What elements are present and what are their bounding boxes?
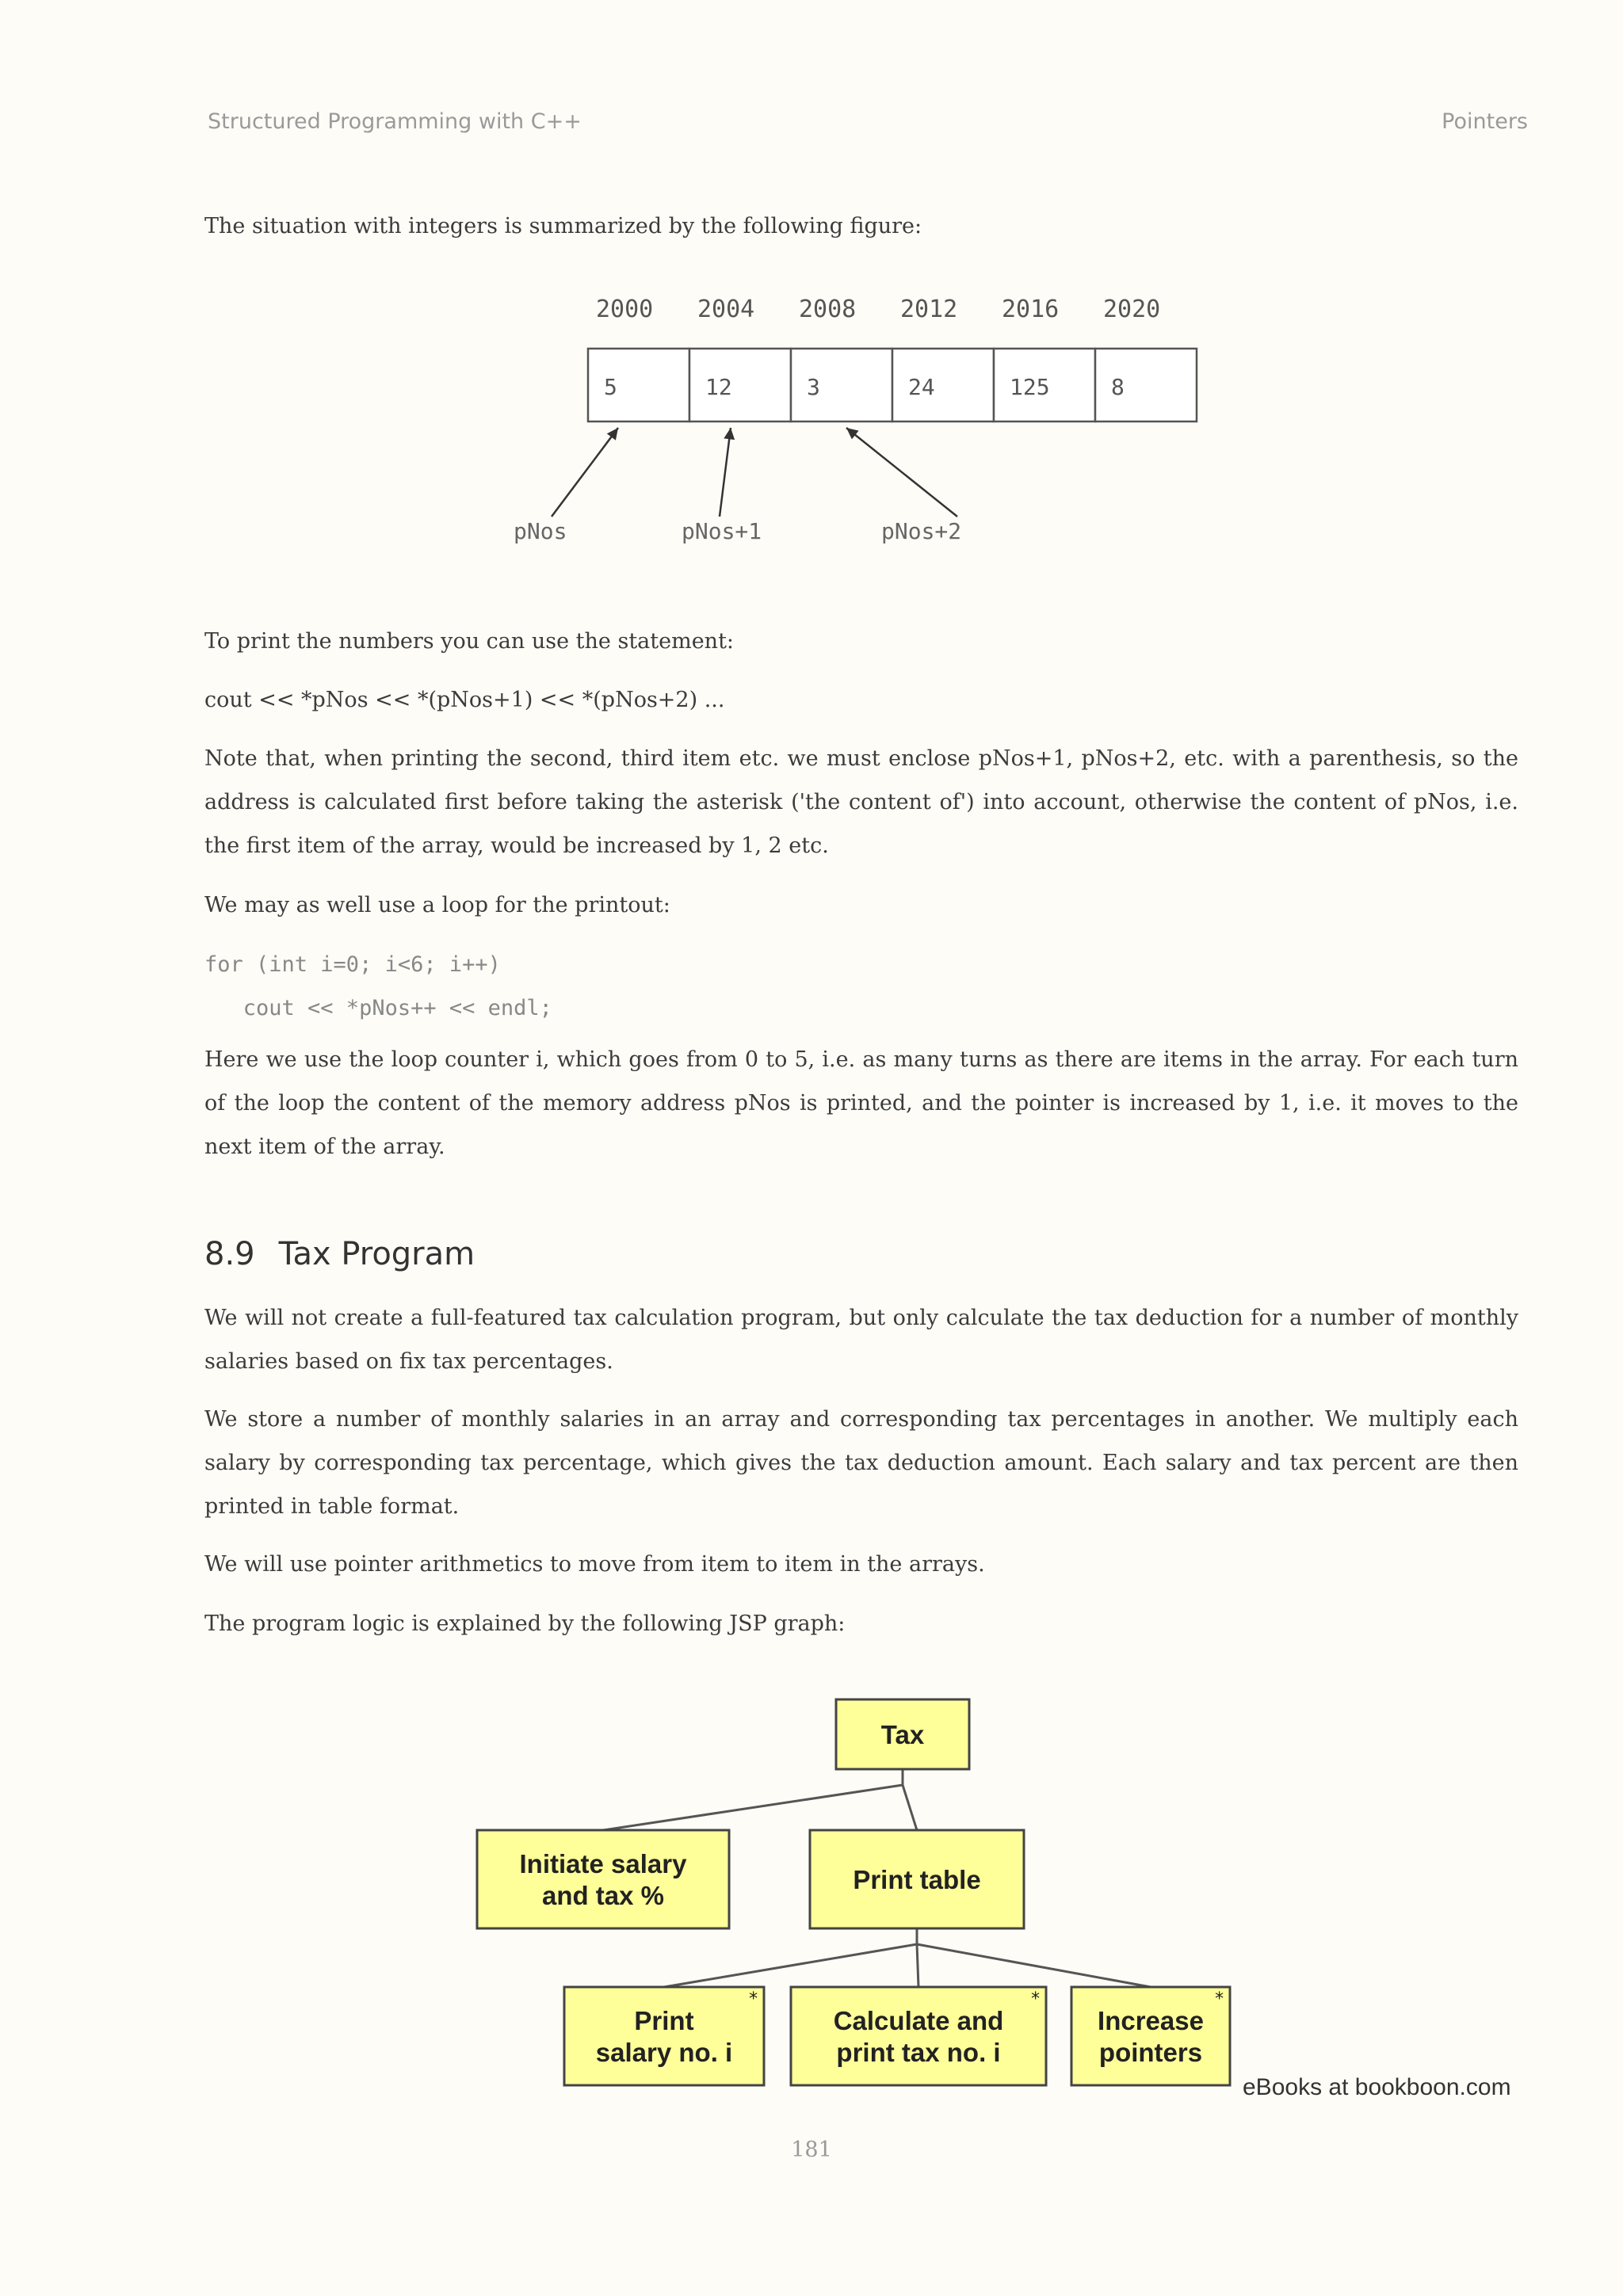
pointer-label: pNos [514,518,567,544]
memory-cell-value: 12 [705,374,732,400]
memory-layout-figure [475,285,1161,563]
jsp-level2-box-label: pointers [1098,2038,1203,2067]
memory-cell-value: 8 [1111,374,1125,400]
jsp-connector [903,1785,917,1830]
memory-cell-value: 24 [908,374,935,400]
tax-paragraph-4: The program logic is explained by the following JSP graph: [204,1611,846,1636]
jsp-level2-box-label: Increase [1098,2006,1204,2035]
footer-note: eBooks at bookboon.com [1243,2074,1511,2100]
jsp-level2-box-label: print tax no. i [836,2038,1001,2067]
pointer-arrow-head [846,428,859,439]
running-header-title: Structured Programming with C++ [208,109,582,134]
memory-address-label: 2008 [799,296,857,323]
pointer-label: pNos+1 [682,518,762,544]
memory-cell-value: 3 [807,374,820,400]
memory-cell-value: 5 [604,374,617,400]
jsp-level2-box-label: salary no. i [595,2038,733,2067]
jsp-diagram [460,1680,1252,2100]
jsp-level2-box-label: Calculate and [833,2006,1004,2035]
jsp-level1-box-label: and tax % [541,1881,665,1910]
memory-address-label: 2012 [900,296,958,323]
iteration-marker: * [1030,1989,1041,2009]
cout-statement: cout << *pNos << *(pNos+1) << *(pNos+2) ... [204,688,725,712]
pointer-arrow [846,428,957,517]
memory-address-label: 2020 [1103,296,1161,323]
jsp-connector [664,1944,917,1987]
iteration-marker: * [1214,1989,1225,2009]
jsp-level1-box [477,1830,729,1928]
memory-address-label: 2000 [596,296,654,323]
jsp-root-box-label: Tax [880,1720,925,1749]
code-line-1: for (int i=0; i<6; i++) [204,952,501,977]
memory-cell-value: 125 [1010,374,1050,400]
jsp-level1-box-label: Print table [853,1865,981,1894]
running-header-chapter: Pointers [1442,109,1528,134]
page-number: 181 [791,2138,832,2162]
memory-address-label: 2004 [697,296,755,323]
pointer-arrow [552,428,618,517]
note-paragraph: Note that, when printing the second, third item etc. we must enclose pNos+1, pNos+2, etc. with a parenthesis, so the address is calculated first before taking the asterisk ('the content of') into account, otherwise the content of pNos, i.e. the first item of the array, would be increased by 1, 2 etc. [204,746,1518,858]
jsp-level2-box [791,1987,1046,2085]
code-line-2: cout << *pNos++ << endl; [204,996,552,1020]
pointer-arrow-head [607,428,618,441]
section-number: 8.9 [204,1236,255,1272]
jsp-level1-box-label: Initiate salary [519,1849,687,1878]
jsp-connector [917,1944,1151,1987]
intro-paragraph: The situation with integers is summarized by the following figure: [204,214,922,238]
loop-explanation-paragraph: Here we use the loop counter i, which goes from 0 to 5, i.e. as many turns as there are items in the array. For each turn of the loop the content of the memory address pNos is printed, and the pointer is increased by 1, i.e. it moves to the next item of the array. [204,1047,1518,1159]
tax-paragraph-3: We will use pointer arithmetics to move from item to item in the arrays. [204,1552,985,1577]
memory-address-label: 2016 [1002,296,1060,323]
jsp-level2-box-label: Print [634,2006,694,2035]
section-heading [204,1236,475,1272]
jsp-connector [603,1785,903,1830]
pointer-arrow-head [724,428,735,440]
tax-paragraph-2: We store a number of monthly salaries in an array and corresponding tax percentages in another. We multiply each salary by corresponding tax percentage, which gives the tax deduction amount. Each salary and tax percent are then printed in table format. [204,1407,1518,1519]
pointer-label: pNos+2 [881,518,962,544]
iteration-marker: * [748,1989,759,2009]
pointer-arrow [720,428,731,517]
jsp-level2-box [1071,1987,1230,2085]
section-title: Tax Program [278,1236,475,1272]
tax-paragraph-1: We will not create a full-featured tax calculation program, but only calculate the tax deduction for a number of monthly salaries based on fix tax percentages. [204,1306,1518,1374]
jsp-level2-box [564,1987,764,2085]
loop-intro-paragraph: We may as well use a loop for the printout: [204,893,670,917]
jsp-connector [917,1944,918,1987]
print-intro-paragraph: To print the numbers you can use the statement: [204,629,735,654]
